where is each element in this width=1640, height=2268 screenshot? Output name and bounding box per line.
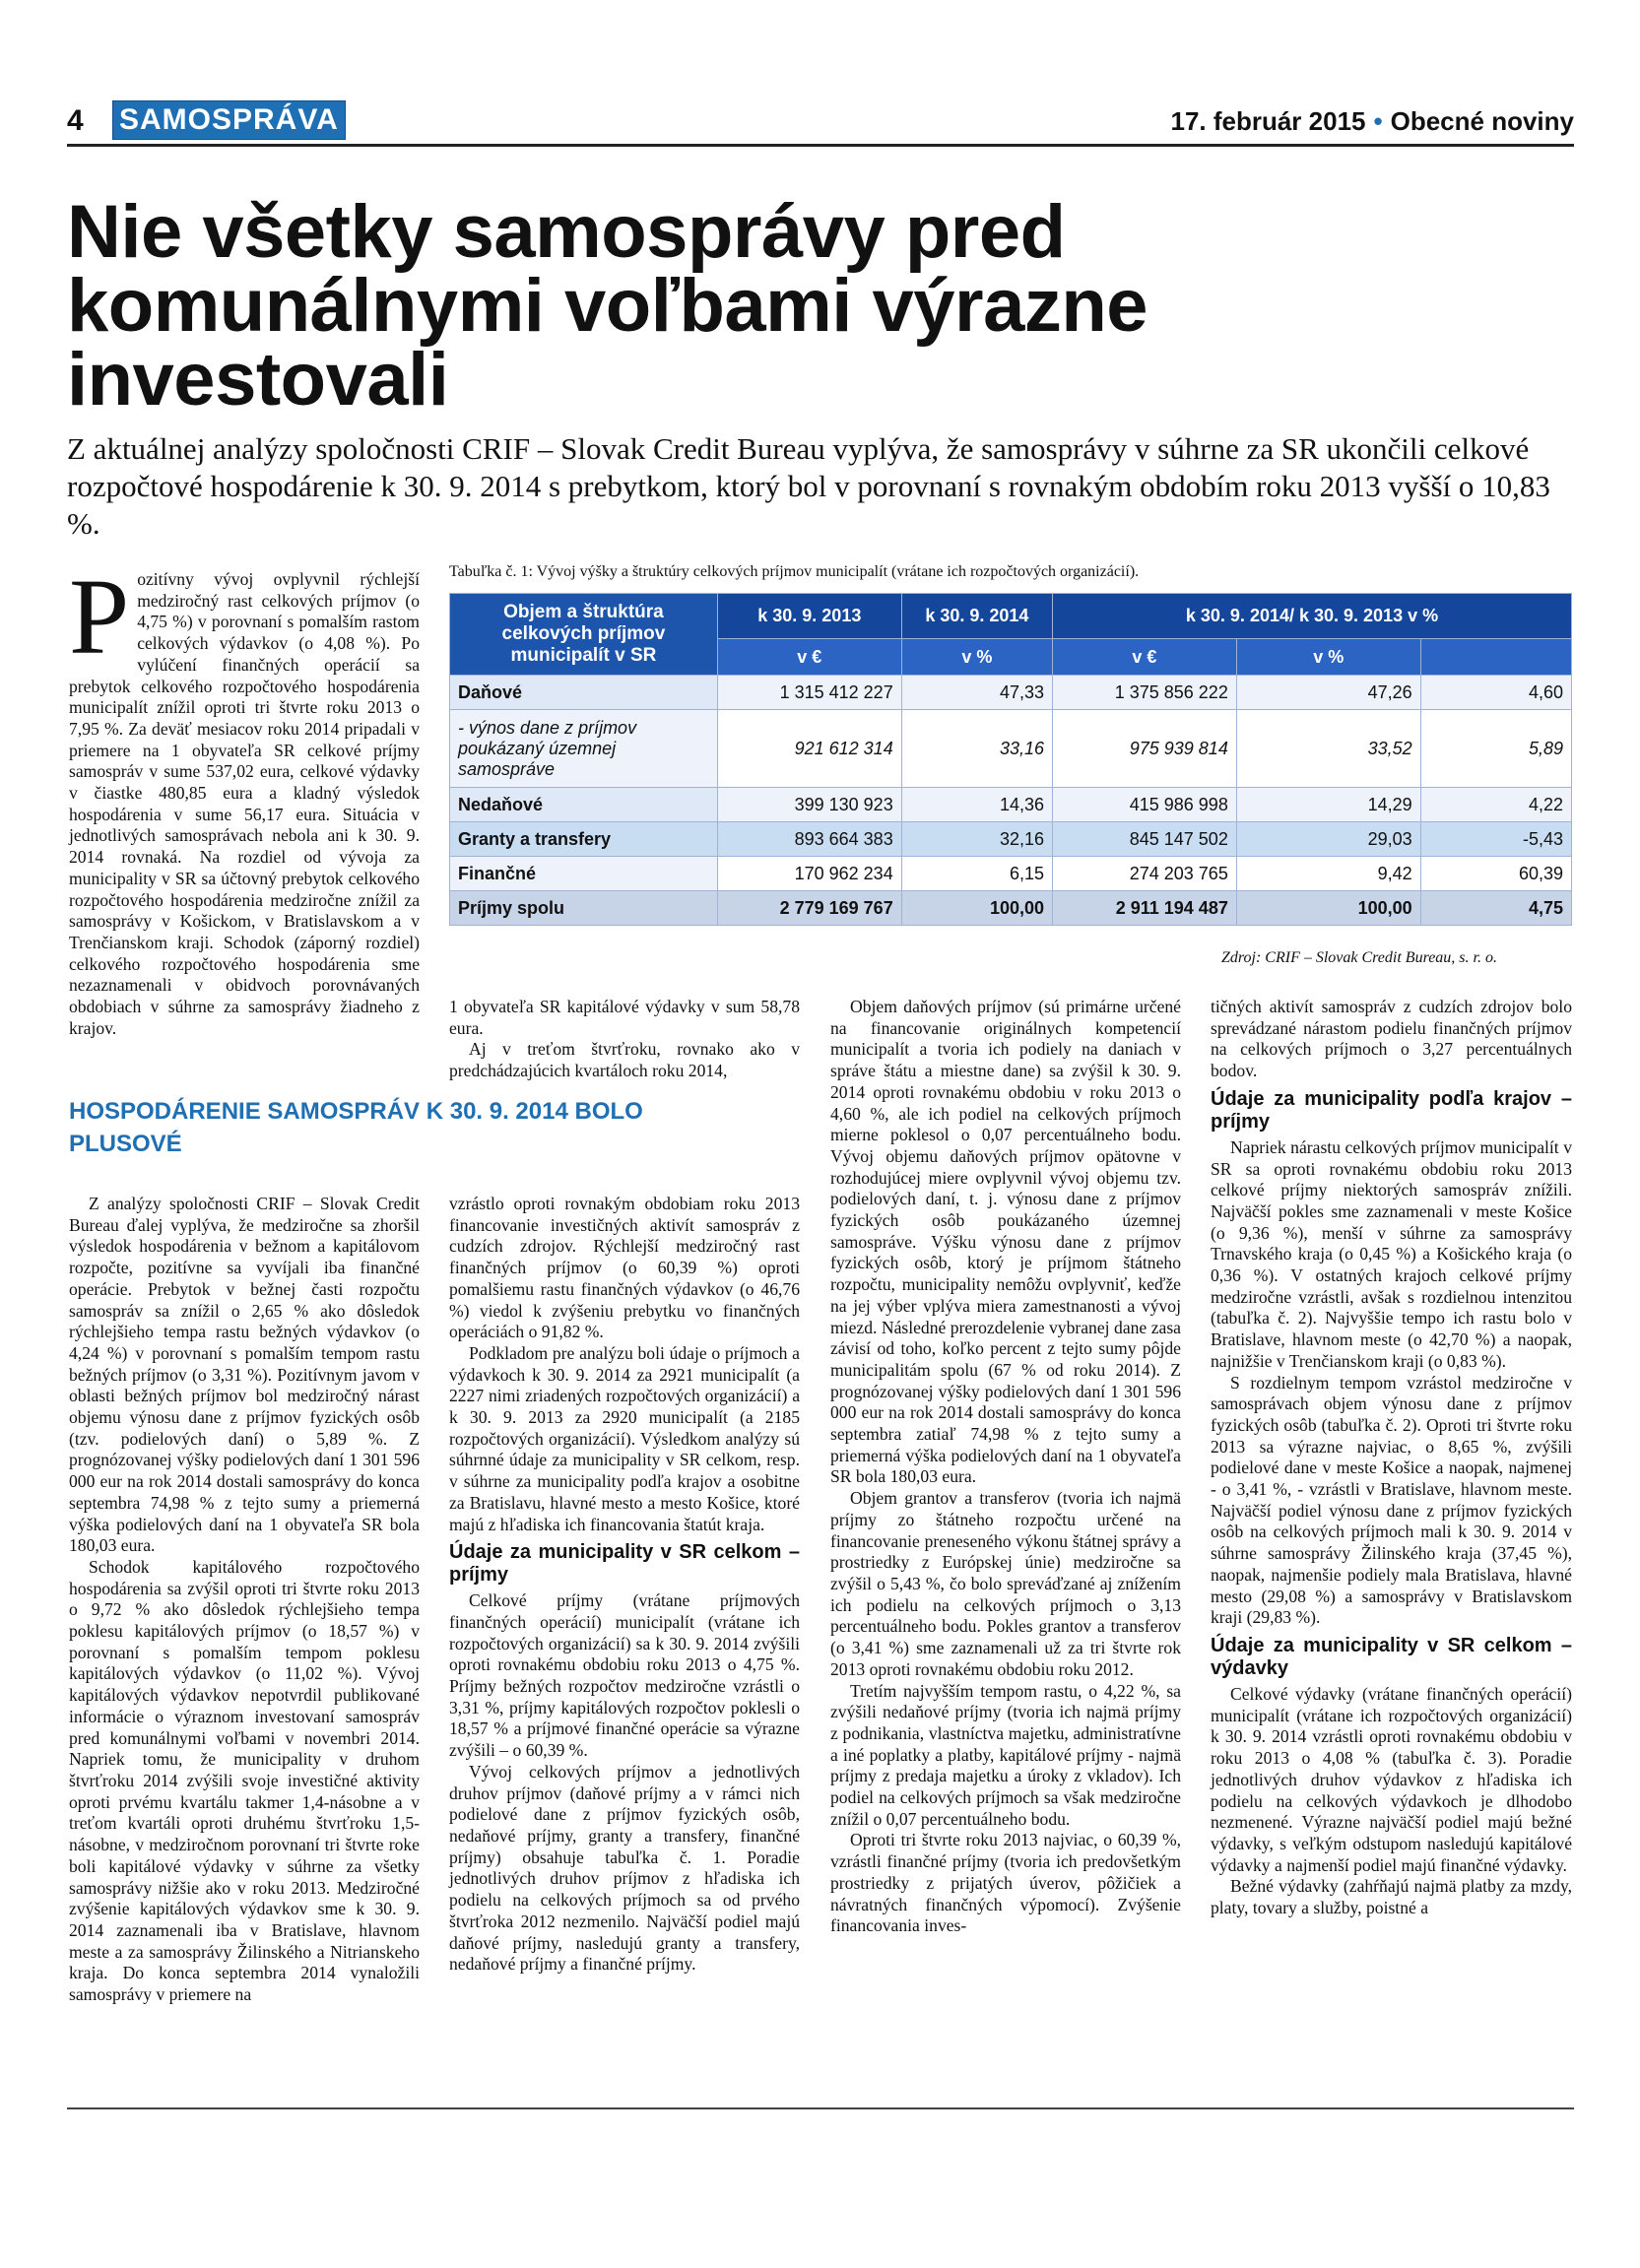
table-period-2014: k 30. 9. 2014 (901, 594, 1052, 639)
cell-value-2014: 975 939 814 (1053, 710, 1237, 788)
paragraph: Celkové výdavky (vrátane finančných operácií) municipalít (vrátane ich rozpočtových organizácií) k 30. 9. 2014 vzrástli oproti rovnakému obdobiu v roku 2013 o 4,08 % (tabuľka č. 3). Poradie jednotlivých druhov výdavkov z hľadiska ich podielu na celkových výdavkoch je dlhodobo nezmenené. Výrazne najväčší podiel majú bežné výdavky, s veľkým odstupom nasledujú kapitálové výdavky a najmenší podiel majú finančné výdavky. (1211, 1683, 1572, 1875)
cell-value-2013: 399 130 923 (717, 788, 901, 822)
row-label: Nedaňové (450, 788, 718, 822)
cell-value-2013: 921 612 314 (717, 710, 901, 788)
cell-value-2014: 415 986 998 (1053, 788, 1237, 822)
cell-index: 4,22 (1420, 788, 1571, 822)
column-4 (1211, 997, 1572, 1919)
intro-column (69, 556, 420, 1039)
cell-index: 60,39 (1420, 857, 1571, 891)
row-label: - výnos dane z príjmov poukázaný územnej samospráve (450, 710, 718, 788)
column-1 (69, 1194, 420, 2006)
publication-name: Obecné noviny (1390, 106, 1574, 136)
cell-value-2014: 2 911 194 487 (1053, 891, 1237, 926)
cell-pct-2014: 9,42 (1236, 857, 1420, 891)
table-period-index: k 30. 9. 2014/ k 30. 9. 2013 v % (1053, 594, 1572, 639)
subheading: Údaje za municipality podľa krajov – príjmy (1211, 1087, 1572, 1133)
issue-date: 17. február 2015 (1170, 106, 1366, 136)
paragraph: Objem daňových príjmov (sú primárne určené na financovanie originálnych kompetencií municipalít a tvoria ich podiely na daniach v správe štátu a miestne dane) sa zvýšil k 30. 9. 2014 oproti rovnakému obdobiu v roku 2013 o 4,60 %, ale ich podiel na celkových príjmoch mierne poklesol o 0,07 percentuálneho bodu. Vývoj objemu daňových príjmov opätovne v rozhodujúcej miere ovplyvnil vývoj objemu tzv. podielových daní, t. j. výnosu dane z príjmov fyzických osôb poukázaného územnej samospráve. Výšku výnosu dane z príjmov fyzických osôb, ktorý je príjmom štátneho rozpočtu, municipality nemôžu ovplyvniť, keďže na jej výber vplýva miera zamestnanosti a vývoj miezd. Následné prerozdelenie vybranej dane zasa závisí od toho, koľko percent z tejto sumy pôjde municipalitám spolu (67 % od roku 2014). Z prognózovanej výšky podielových daní 1 301 596 000 eur na rok 2014 dostali samosprávy do konca septembra zatiaľ 74,98 % z tejto sumy a priemerná výška podielových daní na 1 obyvateľa SR bola 180,03 eura. (830, 997, 1181, 1487)
page-number: 4 (67, 104, 84, 137)
cell-pct-2013: 47,33 (901, 676, 1052, 710)
paragraph: Bežné výdavky (zahŕňajú najmä platby za mzdy, platy, tovary a služby, poistné a (1211, 1876, 1572, 1918)
cell-value-2013: 2 779 169 767 (717, 891, 901, 926)
row-label: Daňové (450, 676, 718, 710)
table-unit-pct-1: v % (901, 639, 1052, 676)
table-unit-eur-2: v € (1053, 639, 1237, 676)
subheading: Údaje za municipality v SR celkom – príjmy (449, 1541, 800, 1587)
paragraph: Oproti tri štvrte roku 2013 najviac, o 60,39 %, vzrástli finančné príjmy (tvoria ich predovšetkým prostriedky z prijatých úverov, pôžičiek a návratných finančných výpomocí). Zvýšenie financovania inves- (830, 1830, 1181, 1936)
table-row (450, 676, 1572, 710)
table-source: Zdroj: CRIF – Slovak Credit Bureau, s. r. o. (1221, 949, 1497, 966)
cell-pct-2014: 29,03 (1236, 822, 1420, 857)
cell-pct-2014: 33,52 (1236, 710, 1420, 788)
row-label: Príjmy spolu (450, 891, 718, 926)
column-2 (449, 1194, 800, 1976)
paragraph: Napriek nárastu celkových príjmov municipalít v SR sa oproti rovnakému obdobiu roku 2013 celkové príjmy niektorých samospráv znížili. Najväčší pokles sme zaznamenali v meste Košice (o 9,36 %), menší v súhrne za samosprávy Trnavského kraja (o 0,45 %) a Košického kraja (o 0,36 %). V ostatných krajoch celkové príjmy medziročne vzrástli, avšak s rozdielnou intenzitou (tabuľka č. 2). Najvyššie tempo ich rastu bolo v Bratislave, hlavnom meste (o 42,70 %) a naopak, najnižšie v Trenčianskom kraji (o 0,83 %). (1211, 1136, 1572, 1371)
subheading: Údaje za municipality v SR celkom – výdavky (1211, 1634, 1572, 1679)
cell-index: -5,43 (1420, 822, 1571, 857)
table-corner-label: Objem a štruktúra celkových príjmov municipalít v SR (450, 594, 718, 676)
row-label: Finančné (450, 857, 718, 891)
cell-value-2014: 274 203 765 (1053, 857, 1237, 891)
table-row (450, 710, 1572, 788)
table-caption: Tabuľka č. 1: Vývoj výšky a štruktúry celkových príjmov municipalít (vrátane ich rozpočtových organizácií). (449, 563, 1140, 580)
table-header-row (450, 594, 1572, 639)
bottom-rule (67, 2107, 1574, 2109)
cell-value-2014: 1 375 856 222 (1053, 676, 1237, 710)
section-heading: HOSPODÁRENIE SAMOSPRÁV K 30. 9. 2014 BOLO PLUSOVÉ (69, 1098, 643, 1157)
cell-pct-2013: 32,16 (901, 822, 1052, 857)
paragraph: Vývoj celkových príjmov a jednotlivých druhov príjmov (daňové príjmy a v rámci nich podielové dane z príjmov fyzických osôb, nedaňové príjmy, granty a transfery, finančné príjmy) obsahuje tabuľka č. 1. Poradie jednotlivých druhov príjmov z hľadiska ich podielu na celkových príjmoch sa od prvého štvrťroka 2012 nezmenilo. Najväčší podiel majú daňové príjmy, nasledujú granty a transfery, nedaňové príjmy a finančné príjmy. (449, 1761, 800, 1975)
table-unit-eur-1: v € (717, 639, 901, 676)
drop-cap: P (69, 556, 130, 677)
cell-pct-2013: 6,15 (901, 857, 1052, 891)
cell-value-2013: 893 664 383 (717, 822, 901, 857)
paragraph: Z analýzy spoločnosti CRIF – Slovak Credit Bureau ďalej vyplýva, že medziročne sa zhoršil výsledok hospodárenia v bežnom a kapitálovom rozpočte, pozitívne sa vyvíjali iba finančné operácie. Prebytok v bežnej časti rozpočtu samospráv sa znížil o 2,65 % ako dôsledok rýchlejšieho tempa rastu bežných výdavkov (o 4,24 %) v porovnaní s pomalším tempom rastu bežných príjmov (o 3,31 %). Pozitívnym javom v oblasti bežných príjmov bol medziročný nárast objemu výnosu dane z príjmov fyzických osôb (tzv. podielových daní) o 5,89 %. Z prognózovanej výšky podielových daní 1 301 596 000 eur na rok 2014 dostali samosprávy do konca septembra 74,98 % z tejto sumy a priemerná výška podielových daní na 1 obyvateľa SR bola 180,03 eura. (69, 1194, 420, 1556)
paragraph: S rozdielnym tempom vzrástol medziročne v samosprávach objem výnosu dane z príjmov fyzických osôb (tabuľka č. 2). Oproti tri štvrte roku 2013 sa výrazne najviac, o 8,65 %, zvýšili podielové dane v meste Košice a naopak, najmenej - o 3,41 %, - vzrástli v Bratislave, hlavnom meste. Najväčší podiel výnosu dane z príjmov fyzických osôb na celkových príjmoch mali k 30. 9. 2014 v súhrne samosprávy Žilinského kraja (37,45 %), naopak, najmenšie podiely mala Bratislava, hlavné mesto (29,08 %) a samosprávy v Bratislavskom kraji (29,83 %). (1211, 1372, 1572, 1628)
paragraph: Tretím najvyšším tempom rastu, o 4,22 %, sa zvýšili nedaňové príjmy (tvoria ich najmä príjmy z podnikania, vlastníctva majetku, administratívne a iné poplatky a platby, kapitálové príjmy - najmä príjmy z predaja majetku a úroky z vkladov). Ich podiel na celkových príjmoch sa však medziročne znížil o 0,07 percentuálneho bodu. (830, 1680, 1181, 1829)
paragraph: Celkové príjmy (vrátane príjmových finančných operácií) municipalít (vrátane ich rozpočtových organizácií) sa k 30. 9. 2014 zvýšili oproti rovnakému obdobiu roku 2013 o 4,75 %. Príjmy bežných rozpočtov medziročne vzrástli o 3,31 %, príjmy kapitálových rozpočtov poklesli o 18,57 % a príjmové finančné operácie sa výrazne zvýšili – o 60,39 %. (449, 1590, 800, 1761)
cell-value-2013: 1 315 412 227 (717, 676, 901, 710)
cell-value-2013: 170 962 234 (717, 857, 901, 891)
cell-index: 5,89 (1420, 710, 1571, 788)
cell-pct-2014: 47,26 (1236, 676, 1420, 710)
cell-value-2014: 845 147 502 (1053, 822, 1237, 857)
cell-pct-2014: 14,29 (1236, 788, 1420, 822)
income-table (449, 593, 1572, 926)
income-table-grid (449, 593, 1572, 926)
row-label: Granty a transfery (450, 822, 718, 857)
intro-text: ozitívny vývoj ovplyvnil rýchlejší medziročný rast celkových príjmov (o 4,75 %) v porovnaní s pomalším rastom celkových výdavkov (o 4,08 %). Po vylúčení finančných operácií sa prebytok celkového rozpočtového hospodárenia municipalít znížil oproti tri štvrte roku 2013 o 7,95 %. Za deväť mesiacov roku 2014 pripadali v priemere na 1 obyvateľa SR celkové príjmy samospráv v sume 537,02 eura, celkové výdavky v čiastke 480,85 eura a kladný výsledok hospodárenia v sume 56,17 eura. Situácia v jednotlivých samosprávach nebola ani k 30. 9. 2014 rovnaká. Na rozdiel od vývoja za municipality v SR sa účtovný prebytok celkového rozpočtového hospodárenia medziročne znížil za samosprávy v Košickom, v Bratislavskom a v Trenčianskom kraji. Schodok (záporný rozdiel) celkového rozpočtového hospodárenia sme nezaznamenali v obidvoch porovnávaných obdobiach v súhrne za samosprávy žiadneho z krajov. (69, 569, 420, 1038)
cell-pct-2013: 14,36 (901, 788, 1052, 822)
section-label: SAMOSPRÁVA (112, 100, 346, 140)
table-row (450, 822, 1572, 857)
cell-index: 4,75 (1420, 891, 1571, 926)
separator-dot: • (1373, 106, 1383, 136)
article-headline: Nie všetky samosprávy pred komunálnymi voľbami výrazne investovali (67, 190, 1148, 421)
paragraph: Aj v treťom štvrťroku, rovnako ako v predchádzajúcich kvartáloch roku 2014, (449, 1039, 800, 1081)
paragraph: vzrástlo oproti rovnakým obdobiam roku 2013 financovanie investičných aktivít samospráv z cudzích zdrojov. Rýchlejší medziročný rast finančných príjmov (o 60,39 %) oproti pomalšiemu rastu finančných výdavkov (o 46,76 %) viedol k zvýšeniu prebytku vo finančných operáciách o 91,82 %. (449, 1194, 800, 1342)
paragraph: 1 obyvateľa SR kapitálové výdavky v sum 58,78 eura. (449, 997, 800, 1038)
table-unit-blank (1420, 639, 1571, 676)
paragraph: Podkladom pre analýzu boli údaje o príjmoch a výdavkoch k 30. 9. 2014 za 2921 municipalít (a 2227 nimi zriadených rozpočtových organizácií) a k 30. 9. 2013 za 2920 municipalít (a 2185 rozpočtových organizácií). Výsledkom analýzy sú súhrnné údaje za municipality v SR celkom, resp. v súhrne za municipality podľa krajov a osobitne za Bratislavu, hlavné mesto a mesto Košice, ktoré majú z hľadiska ich financovania štatút kraja. (449, 1342, 800, 1534)
column-3 (830, 997, 1181, 1937)
article-lead: Z aktuálnej analýzy spoločnosti CRIF – Slovak Credit Bureau vyplýva, že samosprávy v súhrne za SR ukončili celkové rozpočtové hospodárenie k 30. 9. 2014 s prebytkom, ktorý bol v porovnaní s rovnakým obdobím roku 2013 vyšší o 10,83 %. (67, 431, 1550, 541)
page-header (67, 97, 1574, 147)
cell-index: 4,60 (1420, 676, 1571, 710)
col2-top (449, 997, 800, 1082)
paragraph: tičných aktivít samospráv z cudzích zdrojov bolo sprevádzané nárastom podielu finančných príjmov na celkových príjmoch o 3,27 percentuálnych bodov. (1211, 997, 1572, 1081)
cell-pct-2013: 100,00 (901, 891, 1052, 926)
table-period-2013: k 30. 9. 2013 (717, 594, 901, 639)
cell-pct-2013: 33,16 (901, 710, 1052, 788)
table-unit-pct-2: v % (1236, 639, 1420, 676)
table-row (450, 857, 1572, 891)
table-total-row (450, 891, 1572, 926)
paragraph: Objem grantov a transferov (tvoria ich najmä príjmy zo štátneho rozpočtu určené na financovanie preneseného výkonu štátnej správy a prostriedky z Európskej únie) medziročne sa zvýšil o 5,43 %, čo bolo spreváďzané aj znížením ich podielu na celkových príjmoch o 3,13 percentuálneho bodu. Pokles grantov a transferov (o 3,41 %) sme zaznamenali už za tri štvrte rok 2013 oproti rovnakému obdobiu roku 2012. (830, 1488, 1181, 1679)
cell-pct-2014: 100,00 (1236, 891, 1420, 926)
paragraph: Schodok kapitálového rozpočtového hospodárenia sa zvýšil oproti tri štvrte roku 2013 o 9,72 % ako dôsledok rýchlejšieho tempa poklesu kapitálových príjmov (o 18,57 %) v porovnaní s pomalším tempom poklesu kapitálových výdavkov (o 11,02 %). Vývoj kapitálových výdavkov nepotvrdil publikované informácie o výraznom investovaní samospráv pred komunálnymi voľbami v novembri 2014. Napriek tomu, že municipality v druhom štvrťroku 2014 zvýšili svoje investičné aktivity oproti prvému kvartálu takmer 1,4-násobne a v treťom kvartáli oproti druhému štvrťroku 1,5-násobne, v medziročnom porovnaní tri štvrte roke boli kapitálové výdavky v súhrne za všetky samosprávy nižšie ako v roku 2013. Medziročné zvýšenie kapitálových výdavkov sme k 30. 9. 2014 zaznamenali iba v Bratislave, hlavnom meste a za samosprávy Žilinského a Nitrianskeho kraja. Do konca septembra 2014 vynaložili samosprávy v priemere na (69, 1556, 420, 2005)
issue-info (1170, 106, 1574, 137)
table-row (450, 788, 1572, 822)
